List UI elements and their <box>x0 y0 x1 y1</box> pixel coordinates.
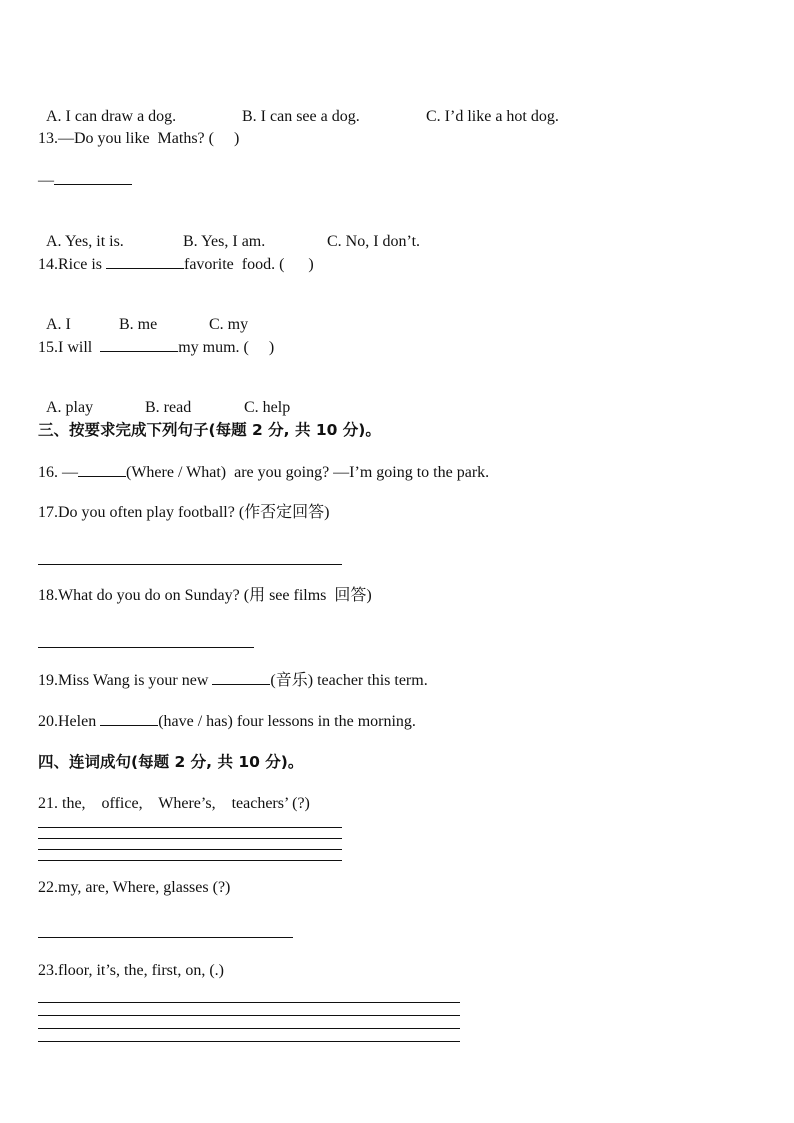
q16-before: 16. — <box>38 464 78 481</box>
q20-after: (have / has) four lessons in the morning. <box>158 713 416 730</box>
q16-after: (Where / What) are you going? —I’m going to the park. <box>126 464 490 481</box>
q23-writing-line-4[interactable] <box>38 1041 460 1042</box>
q14-option-b[interactable]: B. me <box>119 316 158 333</box>
q23-prompt: 23.floor, it’s, the, first, on, (.) <box>38 962 224 979</box>
q22-answer-line[interactable] <box>38 937 293 938</box>
section-4-heading: 四、连词成句(每题 2 分, 共 10 分)。 <box>38 753 304 771</box>
q14-option-a[interactable]: A. I <box>46 316 71 333</box>
q23-writing-line-1[interactable] <box>38 1002 460 1003</box>
q13-option-b[interactable]: B. Yes, I am. <box>183 233 266 250</box>
q21-writing-line-1[interactable] <box>38 827 342 828</box>
q14-options <box>38 295 248 335</box>
q13-answer-line <box>38 170 132 191</box>
q21-prompt: 21. the, office, Where’s, teachers’ (?) <box>38 795 310 812</box>
q20-before: 20.Helen <box>38 713 101 730</box>
q13-options <box>38 212 420 252</box>
q14-stem-before: 14.Rice is <box>38 256 106 273</box>
q15-option-a[interactable]: A. play <box>46 399 94 416</box>
q22-prompt: 22.my, are, Where, glasses (?) <box>38 879 231 896</box>
q18-answer-line[interactable] <box>38 647 254 648</box>
q17-answer-line[interactable] <box>38 564 342 565</box>
q15-stem <box>38 337 274 358</box>
q23-writing-line-3[interactable] <box>38 1028 460 1029</box>
q19-line <box>38 670 428 691</box>
q15-option-c[interactable]: C. help <box>244 399 291 416</box>
q13-option-c[interactable]: C. No, I don’t. <box>327 233 421 250</box>
q14-stem <box>38 254 314 275</box>
q13-answer-blank[interactable] <box>54 170 132 185</box>
q16-blank[interactable] <box>78 462 126 477</box>
q12-option-b[interactable]: B. I can see a dog. <box>242 108 360 125</box>
q14-blank[interactable] <box>106 254 184 269</box>
q15-option-b[interactable]: B. read <box>145 399 192 416</box>
q21-writing-line-4[interactable] <box>38 860 342 861</box>
q14-stem-after: favorite food. ( ) <box>184 256 314 273</box>
section-3-heading: 三、按要求完成下列句子(每题 2 分, 共 10 分)。 <box>38 421 381 439</box>
q19-blank[interactable] <box>212 670 270 685</box>
q20-line <box>38 711 416 732</box>
q16-line <box>38 462 489 483</box>
q13-option-a[interactable]: A. Yes, it is. <box>46 233 124 250</box>
q12-option-c[interactable]: C. I’d like a hot dog. <box>426 108 559 125</box>
q12-option-a[interactable]: A. I can draw a dog. <box>46 108 177 125</box>
q21-writing-line-3[interactable] <box>38 849 342 850</box>
q12-options <box>38 87 559 127</box>
q19-after: (音乐) teacher this term. <box>270 672 428 689</box>
q17-prompt: 17.Do you often play football? (作否定回答) <box>38 504 330 521</box>
q19-before: 19.Miss Wang is your new <box>38 672 213 689</box>
q13-stem: 13.—Do you like Maths? ( ) <box>38 130 240 147</box>
q23-writing-line-2[interactable] <box>38 1015 460 1016</box>
q13-dash: — <box>38 172 54 189</box>
q20-blank[interactable] <box>100 711 158 726</box>
q14-option-c[interactable]: C. my <box>209 316 249 333</box>
q15-options <box>38 378 290 418</box>
q15-stem-after: my mum. ( ) <box>178 339 275 356</box>
q15-blank[interactable] <box>100 337 178 352</box>
q21-writing-line-2[interactable] <box>38 838 342 839</box>
q18-prompt: 18.What do you do on Sunday? (用 see films 回答) <box>38 587 372 604</box>
q15-stem-before: 15.I will <box>38 339 101 356</box>
